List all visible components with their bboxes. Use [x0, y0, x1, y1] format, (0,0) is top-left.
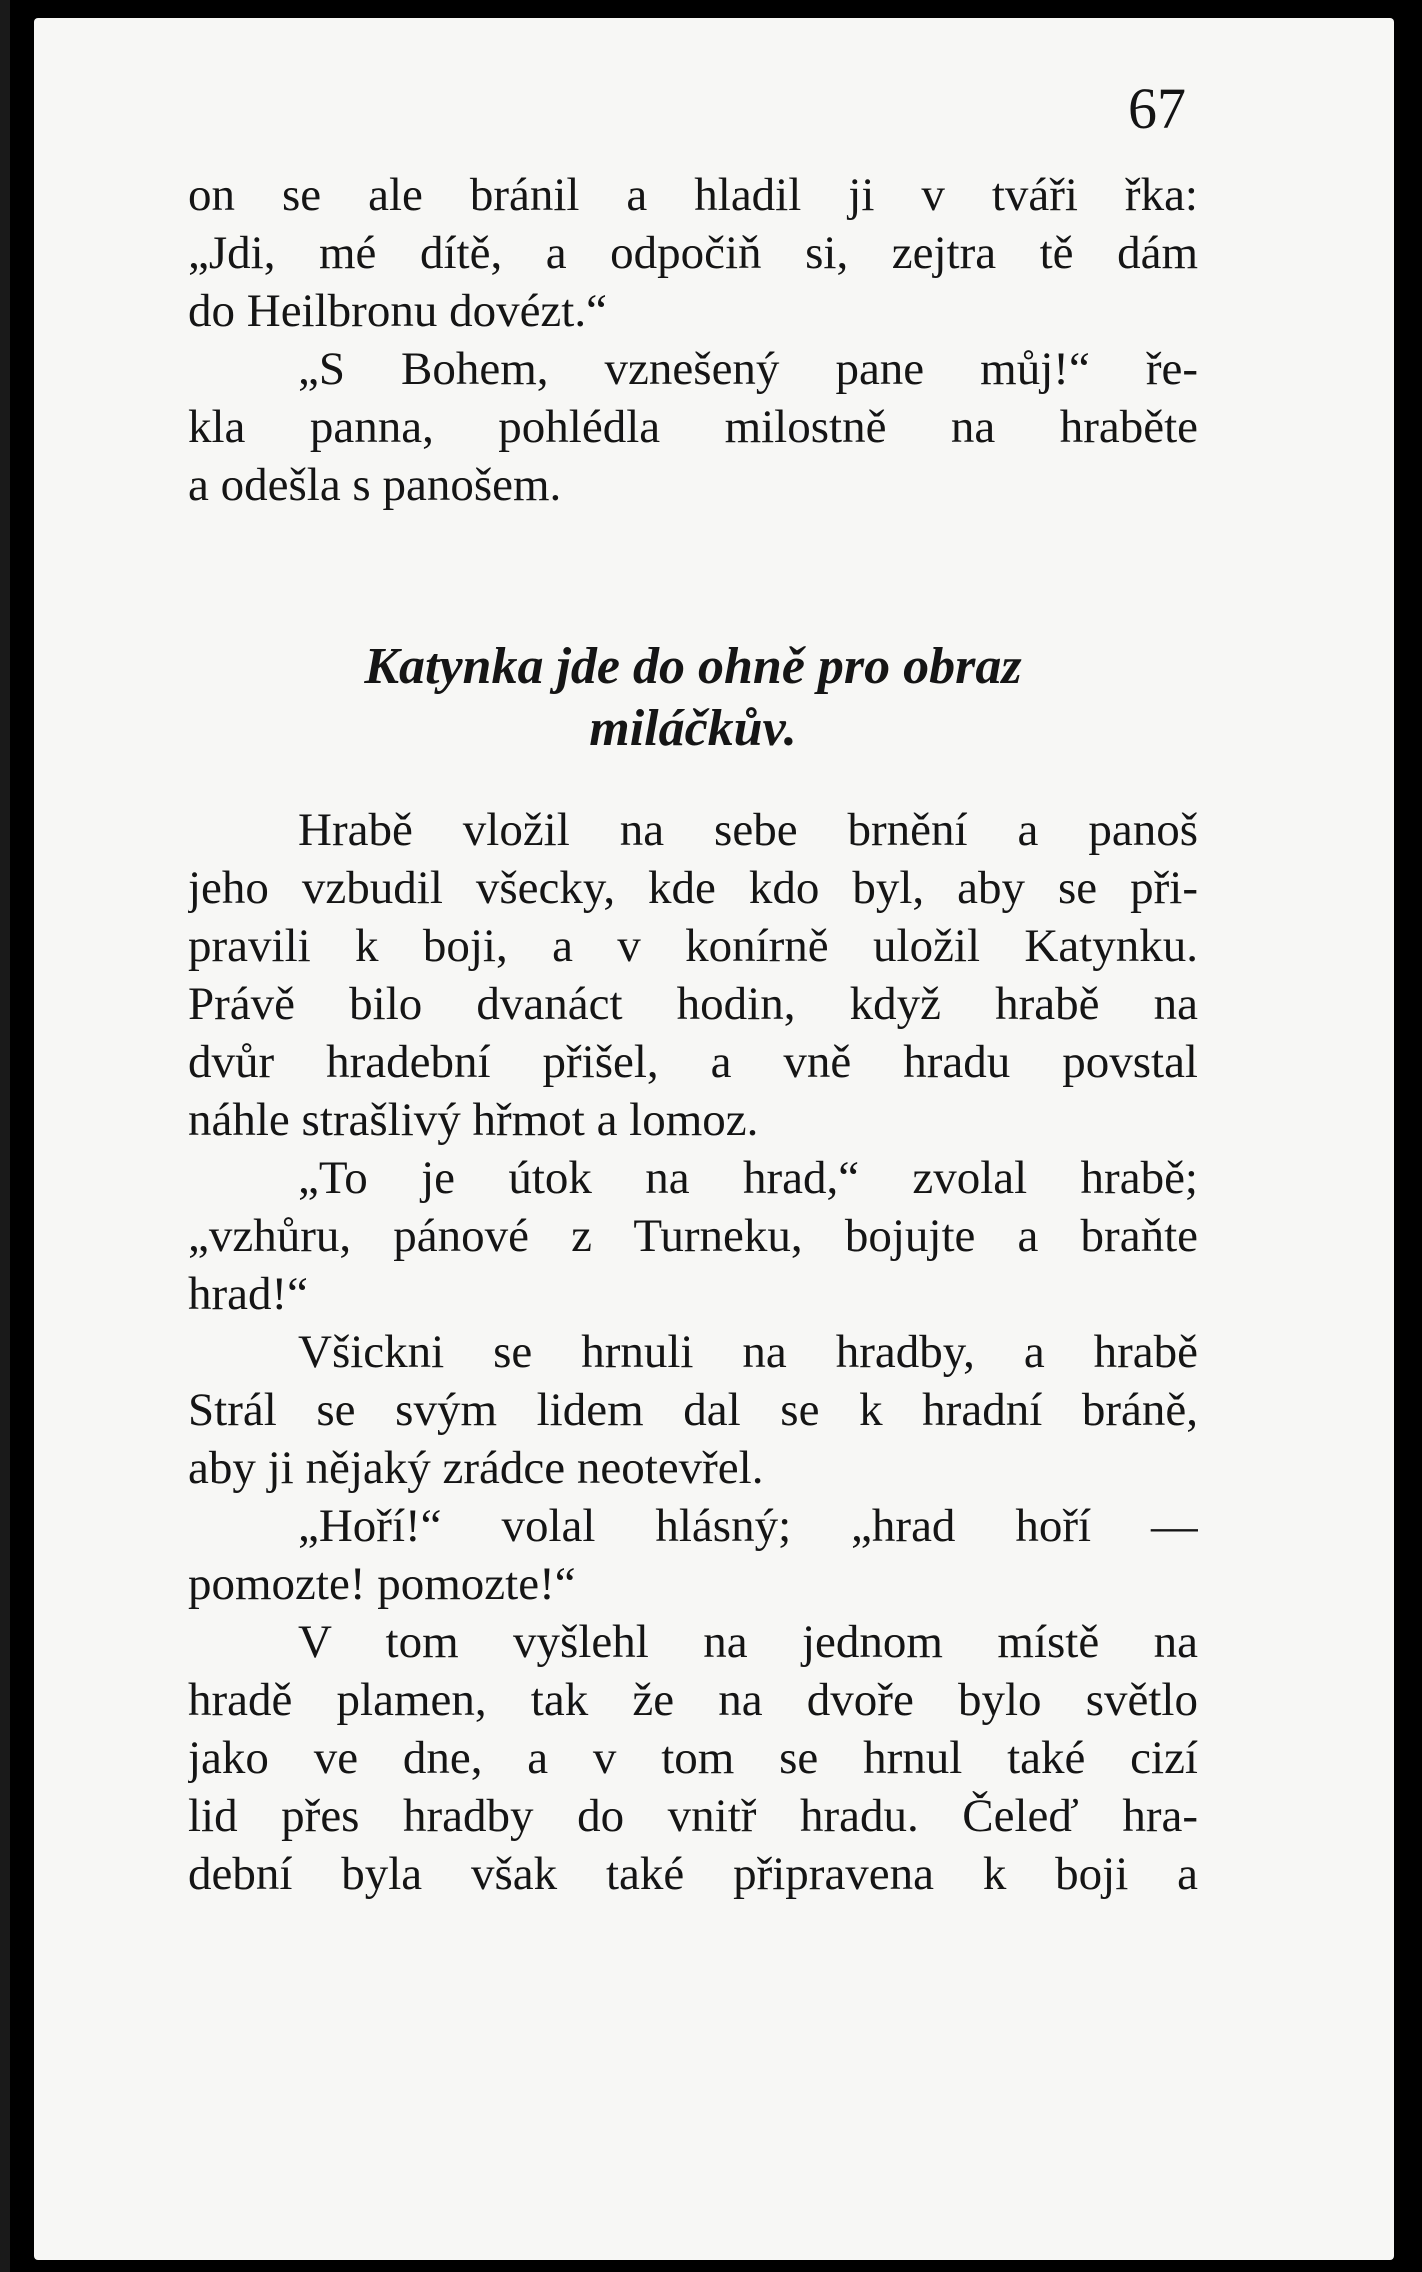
text-line: Všickni se hrnuli na hradby, a hrabě [298, 1326, 1198, 1378]
heading-line: miláčkův. [589, 700, 797, 757]
text-line: pravili k boji, a v konírně uložil Katynku. [188, 920, 1198, 972]
text-line: aby ji nějaký zrádce neotevřel. [188, 1442, 764, 1494]
chapter-heading [188, 636, 1198, 760]
paragraph-block-top [188, 166, 1198, 514]
text-line: „S Bohem, vznešený pane můj!“ ře- [298, 343, 1198, 395]
text-line: V tom vyšlehl na jednom místě na [298, 1616, 1198, 1668]
text-line: „Hoří!“ volal hlásný; „hrad hoří — [298, 1500, 1198, 1552]
text-line: dvůr hradební přišel, a vně hradu povstal [188, 1036, 1198, 1088]
text-line: „vzhůru, pánové z Turneku, bojujte a braňte [188, 1210, 1198, 1262]
text-line: hrad!“ [188, 1268, 309, 1320]
text-line: pomozte! pomozte!“ [188, 1558, 576, 1610]
text-line: dební byla však také připravena k boji a [188, 1848, 1198, 1900]
text-line: lid přes hradby do vnitř hradu. Čeleď hra- [188, 1790, 1198, 1842]
text-line: Hrabě vložil na sebe brnění a panoš [298, 804, 1198, 856]
text-line: náhle strašlivý hřmot a lomoz. [188, 1094, 759, 1146]
text-line: a odešla s panošem. [188, 459, 562, 511]
paragraph-block-bottom [188, 801, 1198, 1903]
book-page [34, 18, 1394, 2260]
text-line: hradě plamen, tak že na dvoře bylo světlo [188, 1674, 1198, 1726]
text-line: Strál se svým lidem dal se k hradní bráně, [188, 1384, 1198, 1436]
text-line: on se ale bránil a hladil ji v tváři řka: [188, 169, 1198, 221]
text-line: do Heilbronu dovézt.“ [188, 285, 607, 337]
scan-border [0, 0, 10, 2272]
text-line: kla panna, pohlédla milostně na hraběte [188, 401, 1198, 453]
heading-line: Katynka jde do ohně pro obraz [364, 638, 1022, 695]
page-number: 67 [1128, 76, 1186, 141]
text-line: jeho vzbudil všecky, kde kdo byl, aby se při- [188, 862, 1198, 914]
text-line: Právě bilo dvanáct hodin, když hrabě na [188, 978, 1198, 1030]
text-line: „Jdi, mé dítě, a odpočiň si, zejtra tě dám [188, 227, 1198, 279]
text-line: „To je útok na hrad,“ zvolal hrabě; [298, 1152, 1198, 1204]
text-line: jako ve dne, a v tom se hrnul také cizí [188, 1732, 1198, 1784]
